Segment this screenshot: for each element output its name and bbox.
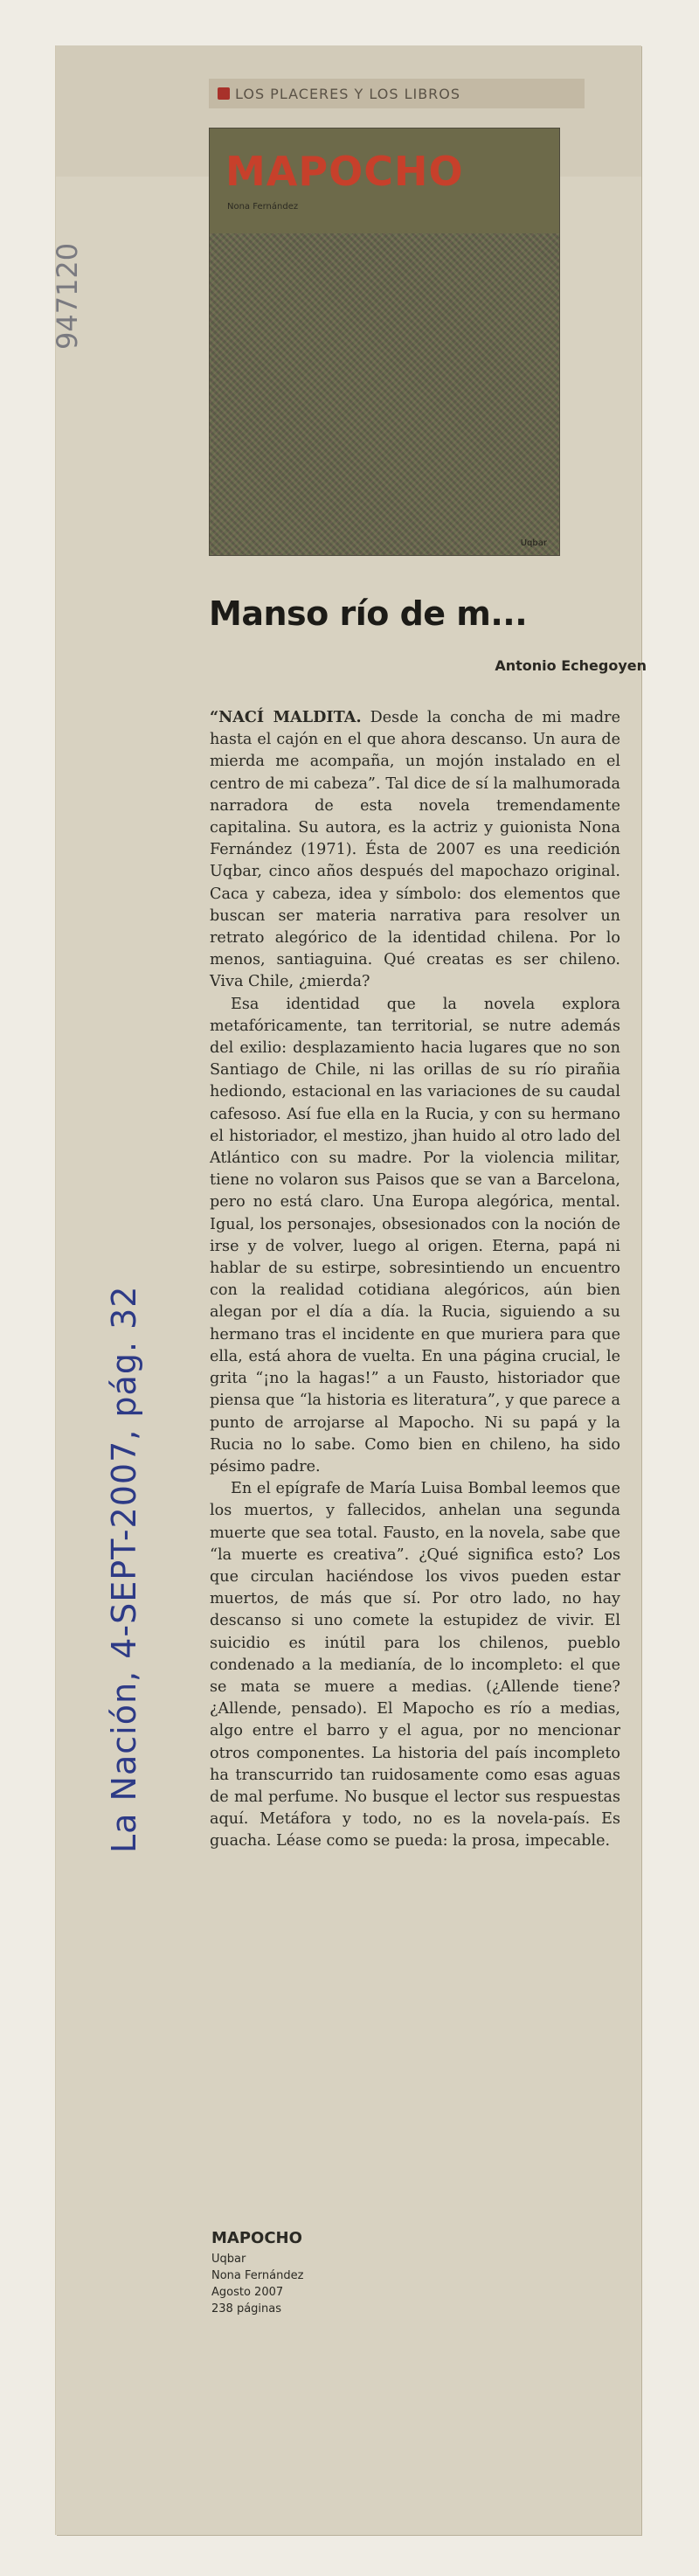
- book-cover-image: [209, 128, 560, 556]
- cover-imprint: Uqbar: [520, 538, 547, 548]
- article-paragraph-3: En el epígrafe de María Luisa Bombal leemos que los muertos, y fallecidos, anhelan una segunda muerte que sea total. Fausto, en la novela, sabe que “la muerte es creativa”. ¿Qué significa esto? Los que circulan haciéndose los vivos pueden estar muertos, de más que sí. Por otro lado, no hay descanso si uno comete la estupidez de vivir. El suicidio es inútil para los chilenos, pueblo condenado a la medianía, de lo incompleto: el que se mata se muere a medias. (¿Allende tiene? ¿Allende, pensado). El Mapocho es río a medias, algo entre el barro y el agua, por no mencionar otros componentes. La historia del país incompleto ha transcurrido tan ruidosamente como esas aguas de mal perfume. No busque el lector sus respuestas aquí. Metáfora y todo, no es la novela-país. Es guacha. Léase como se pueda: la prosa, impecable.: [210, 1480, 620, 1850]
- article-paragraph-1: [210, 706, 620, 994]
- cover-title-band: [210, 128, 559, 233]
- book-info-title: MAPOCHO: [211, 2229, 302, 2247]
- article-byline: Antonio Echegoyen: [495, 657, 647, 674]
- book-info-author: Nona Fernández: [211, 2269, 304, 2282]
- cover-title: MAPOCHO: [225, 148, 464, 195]
- archive-code: 947120: [51, 242, 84, 350]
- section-bullet-icon: [218, 87, 230, 100]
- article-headline: Manso río de m...: [209, 594, 528, 633]
- article-paragraph-2: Esa identidad que la novela explora metafóricamente, tan territorial, se nutre además del exilio: desplazamiento hacia lugares que no son Santiago de Chile, ni las orillas de su río pirañia hediondo, estacional en las variaciones de su caudal cafesoso. Así fue ella en la Rucia, y con su hermano el historiador, el mestizo, jhan huido al otro lado del Atlántico con su madre. Por la violencia militar, tiene no volaron sus Paisos que se van a Barcelona, pero no está claro. Una Europa alegórica, mental. Igual, los personajes, obsesionados con la noción de irse y de volver, luego al origen. Eterna, papá ni hablar de su estirpe, sobresintiendo un encuentro con la realidad cotidiana alegóricos, aún bien alegan por el día a día. la Rucia, siguiendo a su hermano tras el incidente en que muriera para que ella, está ahora de vuelta. En una página crucial, le grita “¡no la hagas!” a un Fausto, historiador que piensa que “la historia es literatura”, y que parece a punto de arrojarse al Mapocho. Ni su papá y la Rucia no lo sabe. Como bien en chileno, ha sido pésimo padre.: [210, 995, 620, 1475]
- article-body: [210, 706, 620, 1853]
- cover-author: Nona Fernández: [227, 202, 299, 212]
- book-info-date: Agosto 2007: [211, 2286, 284, 2299]
- section-header: [209, 79, 585, 108]
- book-info-publisher: Uqbar: [211, 2253, 246, 2266]
- book-info-pages: 238 páginas: [211, 2302, 282, 2316]
- handwritten-source-note: La Nación, 4-SEPT-2007, pág. 32: [105, 1285, 143, 1853]
- book-info-box: [211, 2229, 474, 2317]
- article-lead: “NACÍ MALDITA.: [210, 708, 362, 726]
- section-label: LOS PLACERES Y LOS LIBROS: [235, 85, 461, 102]
- article-paragraph-1-text: Desde la concha de mi madre hasta el cajón en el que ahora descanso. Un aura de mierda me acompaña, un mojón instalado en el centro de mi cabeza”. Tal dice de sí la malhumorada narradora de esta novela tremendamente capitalina. Su autora, es la actriz y guionista Nona Fernández (1971). Ésta de 2007 es una reedición Uqbar, cinco años después del mapochazo original. Caca y cabeza, idea y símbolo: dos elementos que buscan ser materia narrativa para resolver un retrato alegórico de la identidad chilena. Por lo menos, santiaguina. Qué creatas es ser chileno. Viva Chile, ¿mierda?: [210, 709, 620, 991]
